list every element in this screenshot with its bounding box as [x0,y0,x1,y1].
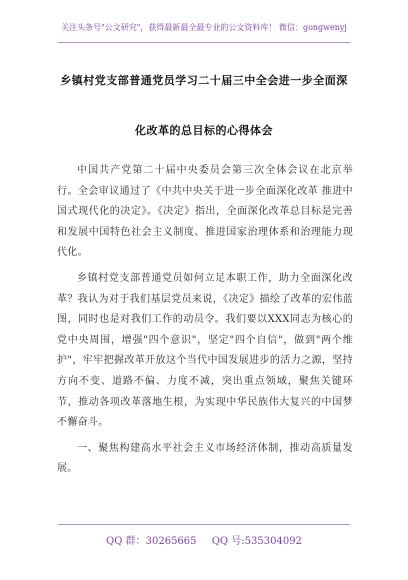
qq-number-label: QQ 号:535304092 [211,536,302,547]
footer-divider [58,524,350,525]
section-heading-paragraph: 一、聚焦构建高水平社会主义市场经济体制，推动高质量发展。 [57,442,353,475]
header-banner: 关注头条号"公文研究"，获得最新最全最专业的公文资料库！ 微信：gongwenyj [61,23,347,32]
footer-contact [0,532,408,547]
qq-group-label: QQ 群：30265665 [106,536,197,547]
paragraph: 中国共产党第二十届中央委员会第三次全体会议在北京举行。全会审议通过了《中共中央关于进一步全面深化改革 推进中国式现代化的决定》。《决定》指出，全面深化改革总目标是完善和发展中国特色社会主义制度、推进国家治理体系和治理能力现代化。 [57,165,353,259]
document-title-line-1: 乡镇村党支部普通党员学习二十届三中全会进一步全面深 [60,74,348,87]
header-divider [58,42,350,43]
paragraph: 乡镇村党支部普通党员如何立足本职工作，助力全面深化改革？我认为对于我们基层党员来说，《决定》描绘了改革的宏伟蓝图，同时也是对我们工作的动员令。我们要以XXX同志为核心的党中央周围，增强"四个意识"，坚定"四个自信"，做到"两个维护"，牢牢把握改革开放这个当代中国发展进步的活力之源，坚持方向不变、道路不偏、力度不减，突出重点领域，聚焦关键环节，推动各项改革落地生根，为实现中华民族伟大复兴的中国梦不懈奋斗。 [57,272,353,429]
document-title-line-2: 化改革的总目标的心得体会 [135,124,273,137]
document-body [57,161,353,485]
